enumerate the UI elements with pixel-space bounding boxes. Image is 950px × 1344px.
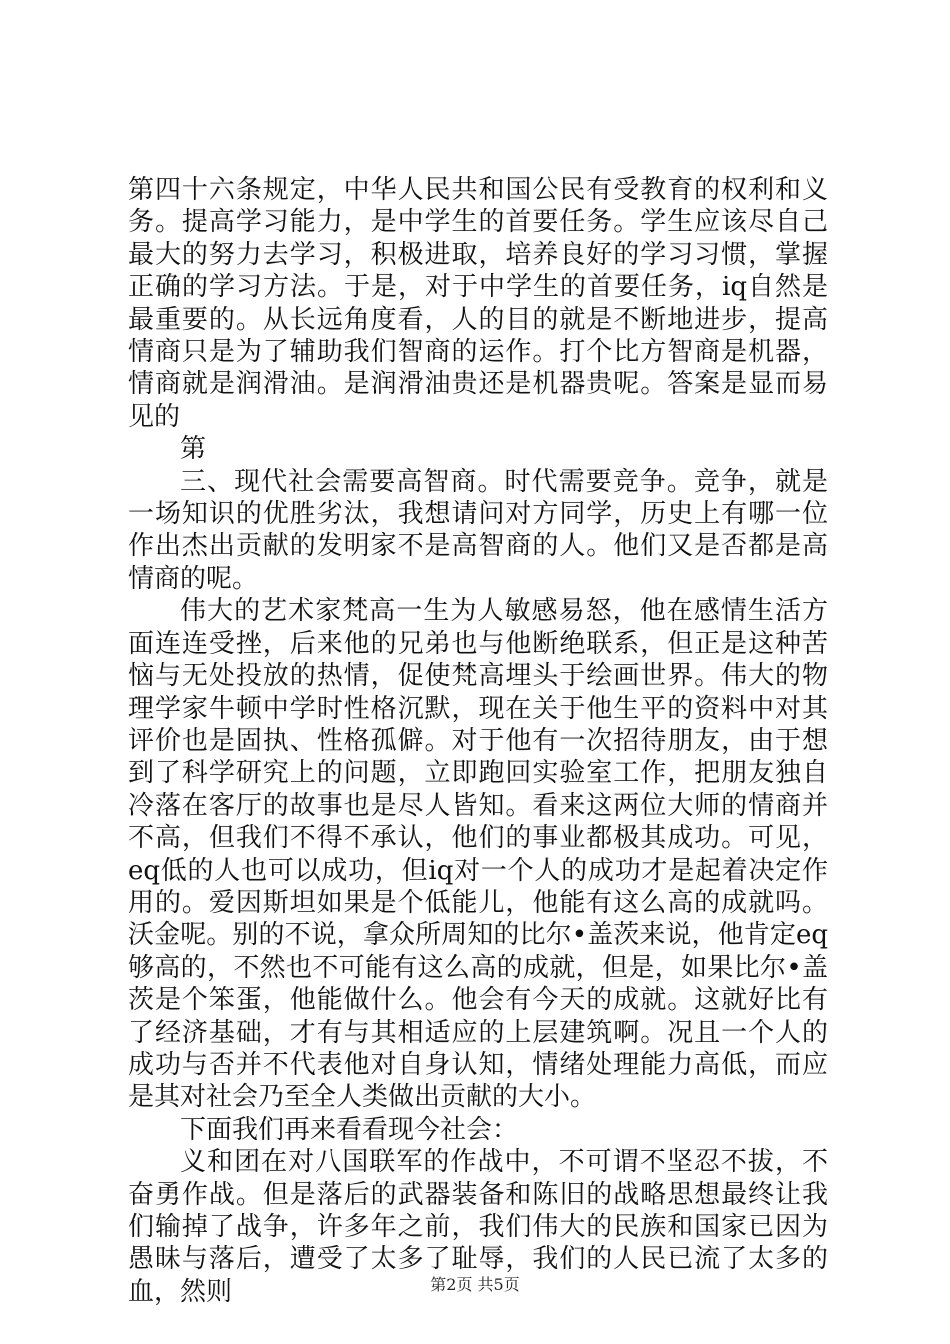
paragraph-5: 下面我们再来看看现今社会：	[180, 1114, 519, 1145]
document-body	[128, 174, 828, 1308]
paragraph-3: 三、现代社会需要高智商。时代需要竞争。竞争，就是一场知识的优胜劣汰，我想请问对方同学，历史上有哪一位作出杰出贡献的发明家不是高智商的人。他们又是否都是高情商的呢。	[128, 466, 828, 594]
paragraph-2: 第	[180, 434, 207, 465]
paragraph-6: 义和团在对八国联军的作战中，不可谓不坚忍不拔，不奋勇作战。但是落后的武器装备和陈旧的战略思想最终让我们输掉了战争，许多年之前，我们伟大的民族和国家已因为愚昧与落后，遭受了太多了耻辱，我们的人民已流了太多的血，然则	[128, 1147, 828, 1307]
page-footer: 第2页 共5页	[430, 1275, 520, 1294]
paragraph-4: 伟大的艺术家梵高一生为人敏感易怒，他在感情生活方面连连受挫，后来他的兄弟也与他断绝联系，但正是这种苦恼与无处投放的热情，促使梵高埋头于绘画世界。伟大的物理学家牛顿中学时性格沉默，现在关于他生平的资料中对其评价也是固执、性格孤僻。对于他有一次招待朋友，由于想到了科学研究上的问题，立即跑回实验室工作，把朋友独自冷落在客厅的故事也是尽人皆知。看来这两位大师的情商并不高，但我们不得不承认，他们的事业都极其成功。可见，eq低的人也可以成功，但iq对一个人的成功才是起着决定作用的。爱因斯坦如果是个低能儿，他能有这么高的成就吗。沃金呢。别的不说，拿众所周知的比尔•盖茨来说，他肯定eq够高的，不然也不可能有这么高的成就，但是，如果比尔•盖茨是个笨蛋，他能做什么。他会有今天的成就。这就好比有了经济基础，才有与其相适应的上层建筑啊。况且一个人的成功与否并不代表他对自身认知，情绪处理能力高低，而应是其对社会乃至全人类做出贡献的大小。	[128, 596, 828, 1113]
paragraph-1: 第四十六条规定，中华人民共和国公民有受教育的权利和义务。提高学习能力，是中学生的首要任务。学生应该尽自己最大的努力去学习，积极进取，培养良好的学习习惯，掌握正确的学习方法。于是，对于中学生的首要任务，iq自然是最重要的。从长远角度看，人的目的就是不断地进步，提高情商只是为了辅助我们智商的运作。打个比方智商是机器，情商就是润滑油。是润滑油贵还是机器贵呢。答案是显而易见的	[128, 175, 828, 432]
